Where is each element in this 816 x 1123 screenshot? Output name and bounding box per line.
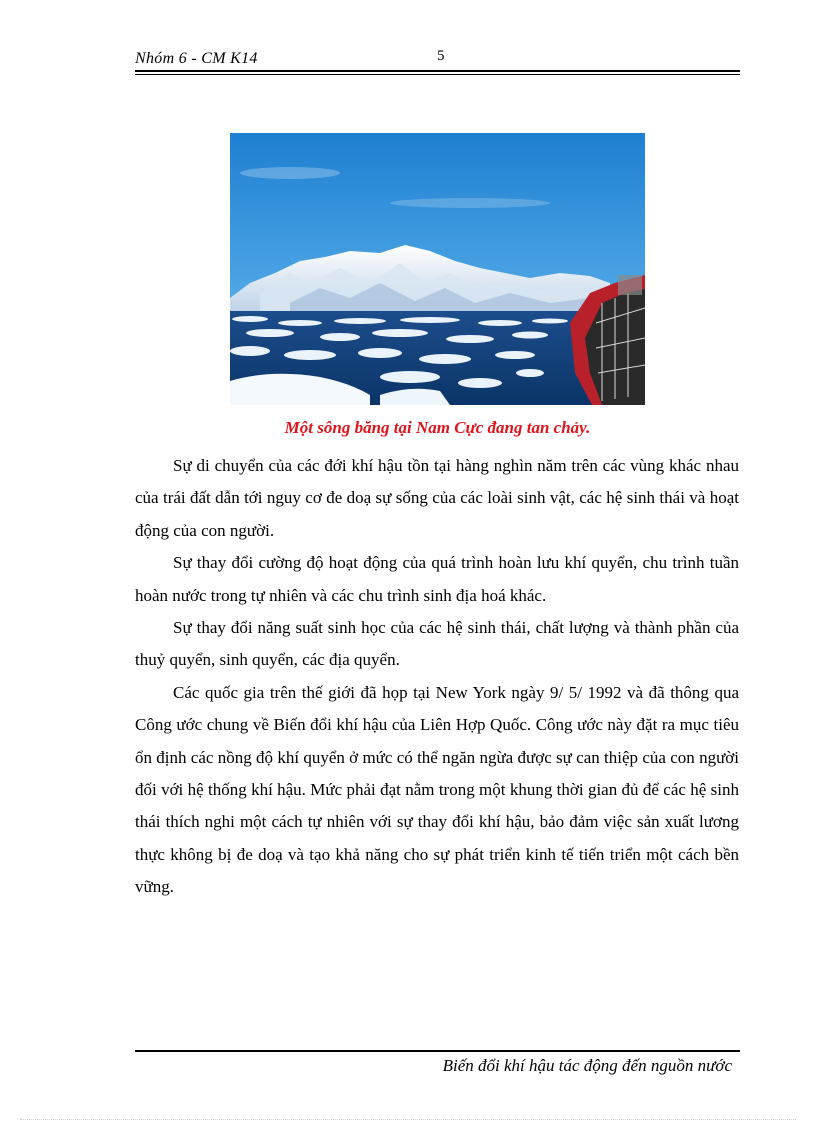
- footer-rule: [135, 1050, 740, 1052]
- footer-title: Biến đổi khí hậu tác động đến nguồn nước: [442, 1056, 732, 1075]
- header-rule-thin: [135, 74, 740, 75]
- paragraph: Sự thay đổi cường độ hoạt động của quá trình hoàn lưu khí quyển, chu trình tuần hoàn nước trong tự nhiên và các chu trình sinh địa hoá khác.: [135, 553, 739, 605]
- page-number: 5: [437, 48, 445, 64]
- body-text: [135, 450, 739, 904]
- header-group-label: Nhóm 6 - CM K14: [135, 50, 258, 67]
- paragraph: Các quốc gia trên thế giới đã họp tại New York ngày 9/ 5/ 1992 và đã thông qua Công ước chung về Biến đổi khí hậu của Liên Hợp Quốc. Công ước này đặt ra mục tiêu ổn định các nồng độ khí quyển ở mức có thể ngăn ngừa được sự can thiệp của con người đối với hệ thống khí hậu. Mức phải đạt nằm trong một khung thời gian đủ để các hệ sinh thái thích nghi một cách tự nhiên với sự thay đổi khí hậu, bảo đảm việc sản xuất lương thực không bị đe doạ và tạo khả năng cho sự phát triển kinh tế tiến triển một cách bền vững.: [135, 682, 739, 897]
- figure-caption: Một sông băng tại Nam Cực đang tan chảy.: [284, 418, 591, 437]
- paragraph: Sự di chuyển của các đới khí hậu tồn tại hàng nghìn năm trên các vùng khác nhau của trái đất dẫn tới nguy cơ đe doạ sự sống của các loài sinh vật, các hệ sinh thái và hoạt động của con người.: [135, 456, 739, 540]
- paragraph: Sự thay đổi năng suất sinh học của các hệ sinh thái, chất lượng và thành phần của thuỷ quyển, sinh quyển, các địa quyển.: [135, 618, 739, 670]
- page-edge: [20, 1119, 796, 1120]
- antarctic-glacier-photo: [230, 133, 645, 405]
- header-rule: [135, 70, 740, 72]
